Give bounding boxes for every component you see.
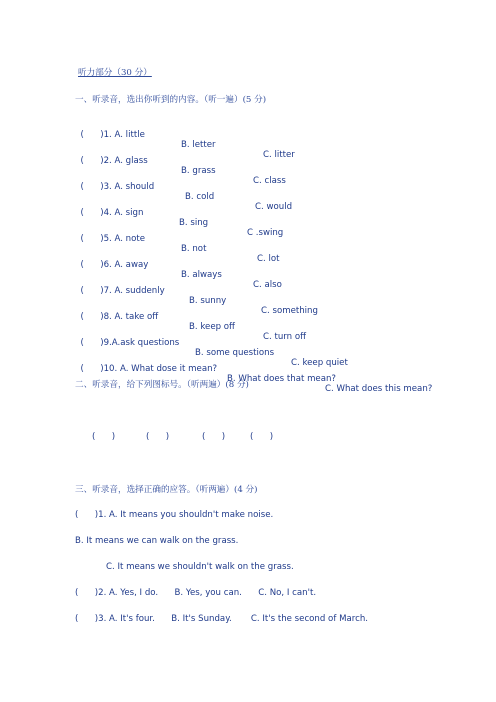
s1-item-2-b: B. grass [181,166,216,176]
s1-item-10-b: B. What does that mean? [227,374,336,384]
s3-q2: ( )2. A. Yes, I do. B. Yes, you can. C. No, I can't. [75,588,317,598]
s1-item-5-b: B. not [181,244,207,254]
section2-heading: 二、听录音，给下列图标号。（听两遍）(8 分) [75,380,249,390]
s1-item-3-b: B. cold [185,192,215,202]
s1-item-3-a: ( )3. A. should [80,182,155,192]
s1-item-6-c: C. also [253,280,282,290]
page-title: 听力部分（30 分） [78,68,152,78]
s3-q1: ( )1. A. It means you shouldn't make noise. [75,510,274,520]
s1-item-1-c: C. litter [263,150,295,160]
s1-item-10-c: C. What does this mean? [325,384,433,394]
s1-item-6-a: ( )6. A. away [80,260,149,270]
s1-item-7-a: ( )7. A. suddenly [80,286,165,296]
s1-item-8-b: B. keep off [189,322,235,332]
s3-q3: ( )3. A. It's four. B. It's Sunday. C. It's the second of March. [75,614,369,624]
s1-item-8-c: C. turn off [263,332,307,342]
s1-item-2-a: ( )2. A. glass [80,156,148,166]
s1-item-4-b: B. sing [179,218,209,228]
section3-heading: 三、听录音，选择正确的应答。（听两遍）(4 分) [75,485,258,495]
s1-item-4-a: ( )4. A. sign [80,208,144,218]
s1-item-7-b: B. sunny [189,296,227,306]
s3-q1-c: C. It means we shouldn't walk on the grass. [106,562,294,572]
s1-item-5-c: C. lot [257,254,280,264]
s2-bracket-2: ( ) [146,432,170,442]
s1-item-10-a: ( )10. A. What dose it mean? [80,364,218,374]
section1-heading: 一、听录音，选出你听到的内容。（听一遍）(5 分) [75,95,267,105]
s1-item-1-a: ( )1. A. little [80,130,145,140]
s2-bracket-4: ( ) [250,432,274,442]
s1-item-7-c: C. something [261,306,318,316]
s1-item-4-c: C .swing [247,228,284,238]
s1-item-6-b: B. always [181,270,222,280]
s2-bracket-3: ( ) [202,432,226,442]
s1-item-9-b: B. some questions [195,348,275,358]
s1-item-3-c: C. would [255,202,293,212]
s1-item-8-a: ( )8. A. take off [80,312,159,322]
s1-item-9-a: ( )9.A.ask questions [80,338,180,348]
s1-item-5-a: ( )5. A. note [80,234,146,244]
s1-item-9-c: C. keep quiet [291,358,348,368]
s2-bracket-1: ( ) [92,432,116,442]
s3-q1-b: B. It means we can walk on the grass. [75,536,239,546]
s1-item-1-b: B. letter [181,140,216,150]
s1-item-2-c: C. class [253,176,286,186]
